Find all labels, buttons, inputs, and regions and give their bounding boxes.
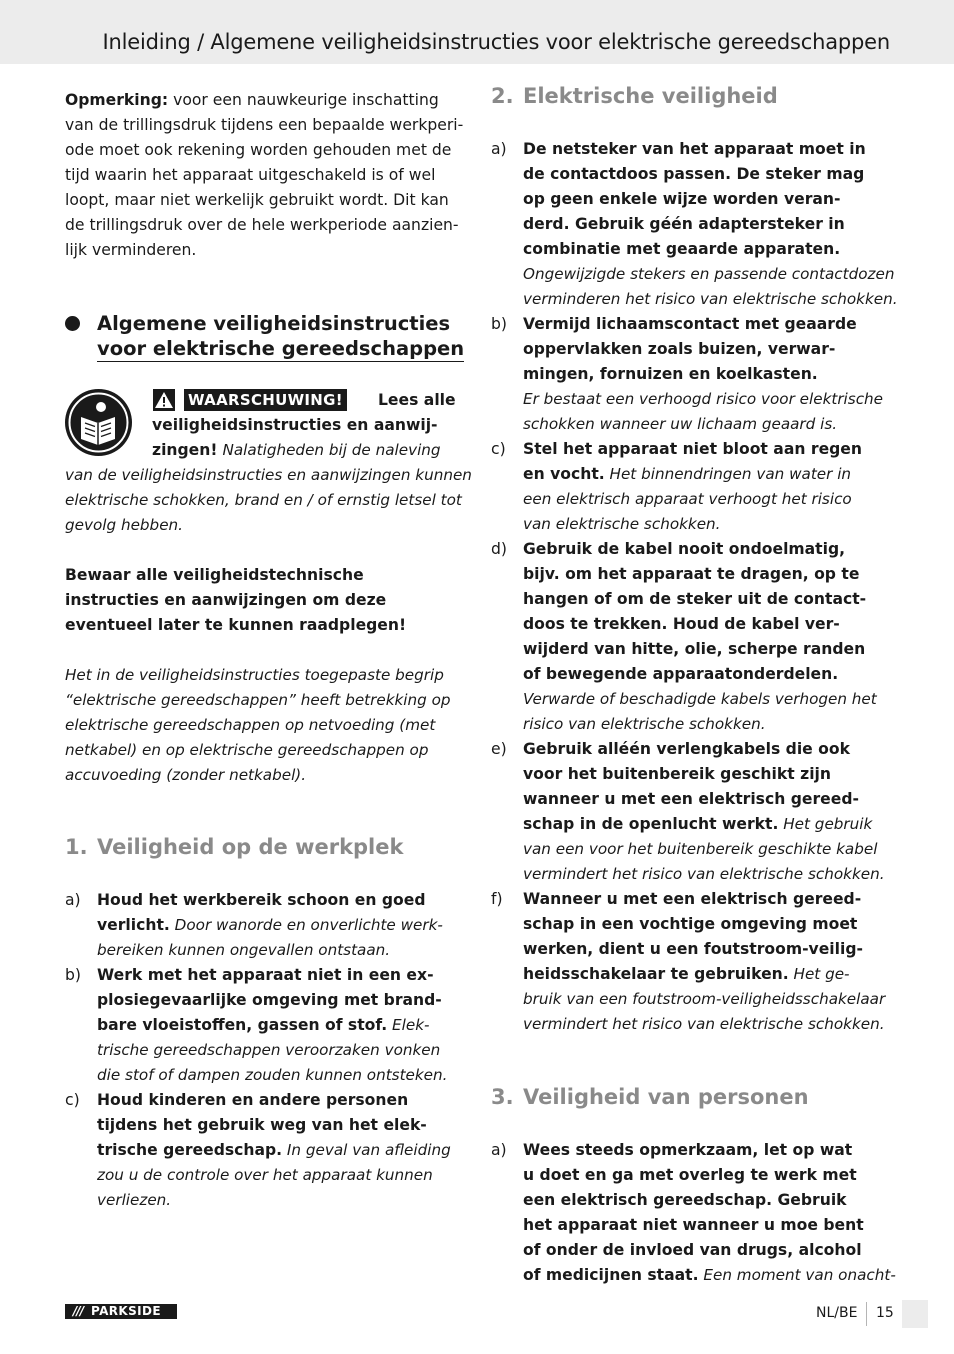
definition-block [65,663,465,788]
section1-title: Veiligheid op de werkplek [97,835,404,859]
item-line [523,387,883,412]
bold-text: het apparaat niet wanneer u moe bent [523,1216,864,1234]
item-line [97,1088,451,1113]
italic-text: trische gereedschappen veroorzaken vonken [97,1041,441,1059]
italic-text: vermindert het risico van elektrische schokken. [523,1015,885,1033]
italic-text: risico van elektrische schokken. [523,715,766,733]
keep-line-1: instructies en aanwijzingen om deze [65,591,387,609]
bold-text: of bewegende apparaatonderdelen. [523,665,839,683]
bold-text: schap in een vochtige omgeving moet [523,915,858,933]
bold-text: Wanneer u met een elektrisch gereed- [523,890,862,908]
italic-text: verminderen het risico van elektrische schokken. [523,290,898,308]
logo-slashes: /// [72,1304,84,1318]
italic-text: van elektrische schokken. [523,515,721,533]
section2-item-body [523,312,883,437]
section2-item-body [523,437,862,537]
bold-text: schap in de openlucht werkt. [523,815,779,833]
item-line [523,562,877,587]
warning-italic-0: Nalatigheden bij de naleving [222,441,441,459]
item-line [523,987,885,1012]
bold-text: een elektrisch gereedschap. Gebruik [523,1191,847,1209]
item-line [523,337,883,362]
bold-text: Houd het werkbereik schoon en goed [97,891,426,909]
bold-text: voor het buitenbereik geschikt zijn [523,765,831,783]
bold-text: combinatie met geaarde apparaten. [523,240,841,258]
item-line [523,1012,885,1037]
definition-line-4: accuvoeding (zonder netkabel). [65,766,307,784]
bold-text: Wees steeds opmerkzaam, let op wat [523,1141,853,1159]
note-line-1: van de trillingsdruk tijdens een bepaalde werkperi- [65,116,464,134]
item-line [97,1063,447,1088]
bold-text: wijderd van hitte, olie, scherpe randen [523,640,866,658]
item-line [523,762,885,787]
item-line [523,637,877,662]
item-line [523,362,883,387]
item-line [523,612,877,637]
note-block [65,88,465,263]
bold-text: of onder de invloed van drugs, alcohol [523,1241,862,1259]
warning-bold-2: zingen! [152,441,218,459]
item-line [523,137,898,162]
item-line [523,237,898,262]
bold-text: Stel het apparaat niet bloot aan regen [523,440,862,458]
general-heading [97,311,464,362]
bold-text: Vermijd lichaamscontact met geaarde [523,315,857,333]
italic-text: verliezen. [97,1191,172,1209]
item-line [523,262,898,287]
item-line [97,1038,447,1063]
bold-text: of medicijnen staat. [523,1266,699,1284]
item-line [523,937,885,962]
italic-text: bereiken kunnen ongevallen ontstaan. [97,941,391,959]
section3-title: Veiligheid van personen [523,1085,809,1109]
bold-text: Houd kinderen en andere personen [97,1091,409,1109]
item-line [523,212,898,237]
section2-item-letter: f) [491,890,503,908]
bold-text: Gebruik alléén verlengkabels die ook [523,740,850,758]
section2-item-letter: c) [491,440,506,458]
item-line [523,487,862,512]
item-line [97,1113,451,1138]
item-line [523,412,883,437]
footer-language: NL/BE [816,1305,858,1321]
item-line [523,312,883,337]
italic-text: In geval van afleiding [282,1141,451,1159]
section1-item-body [97,963,447,1088]
warning-italic-2: elektrische schokken, brand en / of ernstig letsel tot [65,491,462,509]
note-line-4: loopt, maar niet werkelijk gebruikt wordt. Dit kan [65,191,449,209]
item-line [523,1213,896,1238]
item-line [97,963,447,988]
italic-text: Ongewijzigde stekers en passende contactdozen [523,265,895,283]
italic-text: zou u de controle over het apparaat kunnen [97,1166,433,1184]
section3-item-body [523,1138,896,1288]
section1-item-letter: b) [65,966,81,984]
item-line [97,988,447,1013]
section2-item-letter: a) [491,140,507,158]
item-line [523,812,885,837]
section2-item-body [523,137,898,312]
italic-text: van een voor het buitenbereik geschikte kabel [523,840,878,858]
section1-heading [65,835,403,859]
item-line [523,912,885,937]
italic-text: bruik van een foutstroom-veiligheidsschakelaar [523,990,886,1008]
item-line [523,787,885,812]
section1-number: 1. [65,835,88,859]
definition-line-1: “elektrische gereedschappen” heeft betrekking op [65,691,451,709]
keep-line-2: eventueel later te kunnen raadplegen! [65,616,407,634]
footer-tab [902,1300,928,1328]
item-line [523,1163,896,1188]
section2-number: 2. [491,84,514,108]
general-heading-line-1: voor elektrische gereedschappen [97,337,465,360]
bold-text: plosiegevaarlijke omgeving met brand- [97,991,442,1009]
bold-text: de contactdoos passen. De steker mag [523,165,865,183]
section2-item-body [523,737,885,887]
item-line [523,737,885,762]
item-line [523,1263,896,1288]
footer-divider [866,1302,867,1326]
item-line [97,938,443,963]
bold-text: heidsschakelaar te gebruiken. [523,965,789,983]
warning-italic-1: van de veiligheidsinstructies en aanwijzingen kunnen [65,466,472,484]
bold-text: derd. Gebruik géén adaptersteker in [523,215,845,233]
note-line-3: tijd waarin het apparaat uitgeschakeld is of wel [65,166,436,184]
italic-text: een elektrisch apparaat verhoogt het risico [523,490,852,508]
item-line [523,287,898,312]
logo-text: PARKSIDE [91,1304,161,1318]
note-label: Opmerking: [65,91,169,109]
italic-text: Verwarde of beschadigde kabels verhogen het [523,690,877,708]
bold-text: doos te trekken. Houd de kabel ver- [523,615,840,633]
bold-text: wanneer u met een elektrisch gereed- [523,790,859,808]
note-line-5: de trillingsdruk over de hele werkperiode aanzien- [65,216,459,234]
item-line [523,962,885,987]
warning-bold-0: Lees alle [378,391,456,409]
bold-text: werken, dient u een foutstroom-veilig- [523,940,863,958]
section1-item-letter: a) [65,891,81,909]
italic-text: Het ge- [788,965,850,983]
section2-item-body [523,537,877,737]
bold-text: bare vloeistoffen, gassen of stof. [97,1016,388,1034]
general-heading-line-0: Algemene veiligheidsinstructies [97,312,451,335]
keep-line-0: Bewaar alle veiligheidstechnische [65,566,364,584]
italic-text: Het binnendringen van water in [604,465,852,483]
italic-text: Door wanorde en onverlichte werk- [169,916,443,934]
item-line [523,187,898,212]
item-line [523,687,877,712]
item-line [97,913,443,938]
bullet-dot-icon [65,316,80,331]
note-line-2: ode moet ook rekening worden gehouden met de [65,141,452,159]
item-line [523,837,885,862]
italic-text: Het gebruik [778,815,873,833]
item-line [97,1138,451,1163]
italic-text: Een moment van onacht- [698,1266,896,1284]
section2-heading [491,84,778,108]
item-line [97,1163,451,1188]
read-manual-icon [65,389,132,456]
item-line [523,587,877,612]
item-line [523,462,862,487]
section3-heading [491,1085,809,1109]
item-line [523,712,877,737]
bold-text: verlicht. [97,916,170,934]
italic-text: vermindert het risico van elektrische schokken. [523,865,885,883]
item-line [523,862,885,887]
item-line [523,512,862,537]
item-line [523,437,862,462]
item-line [523,1238,896,1263]
section1-item-body [97,1088,451,1213]
warning-italic-3: gevolg hebben. [65,516,183,534]
section2-item-letter: b) [491,315,507,333]
bold-text: Werk met het apparaat niet in een ex- [97,966,434,984]
definition-line-2: elektrische gereedschappen op netvoeding (met [65,716,436,734]
bold-text: bijv. om het apparaat te dragen, op te [523,565,860,583]
italic-text: schokken wanneer uw lichaam geaard is. [523,415,838,433]
note-line-0 [65,88,465,113]
item-line [523,1188,896,1213]
bold-text: tijdens het gebruik weg van het elek- [97,1116,427,1134]
page-number: 15 [876,1305,894,1321]
section1-item-body [97,888,443,963]
note-line-6: lijk verminderen. [65,241,197,259]
section1-item-letter: c) [65,1091,80,1109]
warning-label: WAARSCHUWING! [184,389,347,411]
item-line [97,1013,447,1038]
item-line [97,888,443,913]
item-line [97,1188,451,1213]
bold-text: op geen enkele wijze worden veran- [523,190,841,208]
bold-text: trische gereedschap. [97,1141,283,1159]
parkside-logo [65,1304,177,1319]
definition-line-0: Het in de veiligheidsinstructies toegepaste begrip [65,666,444,684]
item-line [523,162,898,187]
italic-text: Elek- [387,1016,430,1034]
section2-item-letter: d) [491,540,507,558]
page-title: Inleiding / Algemene veiligheidsinstructies voor elektrische gereedschappen [102,30,890,54]
section3-item-letter: a) [491,1141,507,1159]
item-line [523,537,877,562]
item-line [523,662,877,687]
section2-item-letter: e) [491,740,507,758]
bold-text: u doet en ga met overleg te werk met [523,1166,857,1184]
definition-line-3: netkabel) en op elektrische gereedschappen op [65,741,429,759]
bold-text: en vocht. [523,465,605,483]
bold-text: De netsteker van het apparaat moet in [523,140,866,158]
item-line [523,1138,896,1163]
keep-instructions [65,563,465,638]
warning-bold-1: veiligheidsinstructies en aanwij- [152,416,438,434]
warning-line-2 [152,438,441,463]
bold-text: Gebruik de kabel nooit ondoelmatig, [523,540,846,558]
warning-triangle-icon [153,389,175,411]
italic-text: die stof of dampen zouden kunnen ontsteken. [97,1066,448,1084]
section2-item-body [523,887,885,1037]
item-line [523,887,885,912]
bold-text: hangen of om de steker uit de contact- [523,590,867,608]
note-text-0: voor een nauwkeurige inschatting [173,91,439,109]
section2-title: Elektrische veiligheid [523,84,778,108]
bold-text: oppervlakken zoals buizen, verwar- [523,340,836,358]
section3-number: 3. [491,1085,514,1109]
bold-text: mingen, fornuizen en koelkasten. [523,365,818,383]
italic-text: Er bestaat een verhoogd risico voor elektrische [523,390,884,408]
